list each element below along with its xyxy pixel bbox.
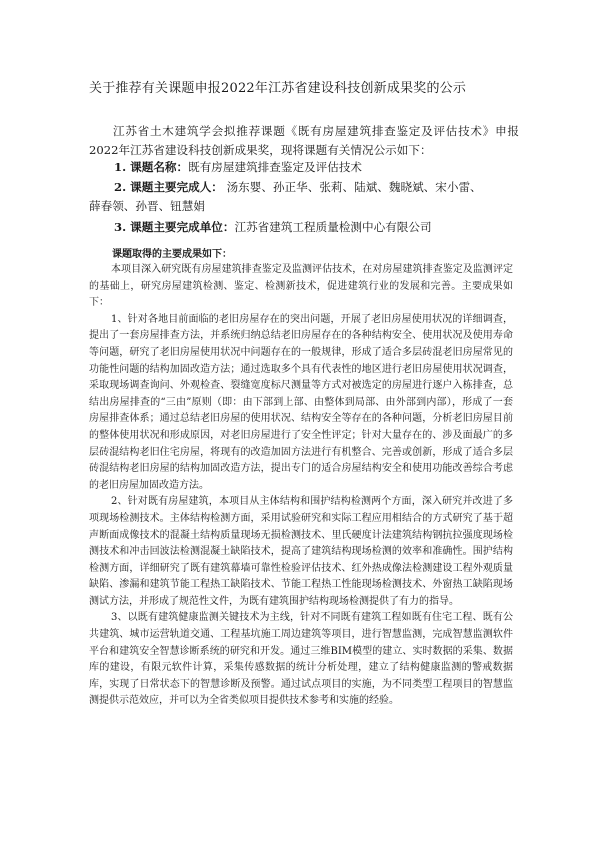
project-unit-value: 江苏省建筑工程质量检测中心有限公司 [234,220,432,234]
project-unit-item [89,218,519,237]
body-paragraph: 2、针对既有房屋建筑，本项目从主体结构和围护结构检测两个方面，深入研究并改进了多项现场检测技术。主体结构检测方面，采用试验研究和实际工程应用相结合的方式研究了基于超声断面成像技术的混凝土结构质量现场无损检测技术、里氏硬度计法建筑结构钢抗拉强度现场检测技术和冲击回波法检测混凝土缺陷技术，提高了建筑结构现场检测的效率和准确性。围护结构检测方面，详细研究了既有建筑幕墙可靠性检验评估技术、红外热成像法检测建设工程外观质量缺陷、渗漏和建筑节能工程热工缺陷技术、节能工程热工性能现场检测技术、外窗热工缺陷现场测试方法，并形成了规范性文件，为既有建筑围护结构现场检测提供了有力的指导。 [89,496,513,607]
body-paragraph: 3、以既有建筑健康监测关键技术为主线，针对不同既有建筑工程如既有住宅工程、既有公共建筑、城市运营轨道交通、工程基坑施工周边建筑等项目，进行智慧监测，完成智慧监测软件平台和建筑安全智慧诊断系统的研究和开发。通过三维BIM模型的建立、实时数据的采集、数据库的建设，有限元软件计算，采集传感数据的统计分析处理，建立了结构健康监测的警戒数据库，实现了日常状态下的智慧诊断及预警。通过试点项目的实施，为不同类型工程项目的智慧监测提供示范效应，并可以为全省类似项目提供技术参考和实施的经验。 [89,612,513,707]
project-unit-label: 3. 课题主要完成单位： [114,220,235,234]
intro-paragraph: 江苏省土木建筑学会拟推荐课题《既有房屋建筑排查鉴定及评估技术》申报2022年江苏省建设科技创新成果奖，现将课题有关情况公示如下： [89,124,519,157]
project-name-value: 既有房屋建筑排查鉴定及评估技术 [188,160,363,174]
project-name-label: 1. 课题名称： [114,160,189,174]
body-paragraph: 1、针对各地目前面临的老旧房屋存在的突出问题，开展了老旧房屋使用状况的详细调查，提出了一套房屋排查方法，并系统归纳总结老旧房屋存在的各种结构安全、使用状况及使用寿命等问题，研究了老旧房屋使用状况中问题存在的一般规律，形成了适合多层砖混老旧房屋常见的功能性问题的结构加固改造方法；通过选取多个具有代表性的地区进行老旧房屋使用状况调查，采取现场调查询问、外观检查、裂缝宽度标尺测量等方式对被选定的房屋进行逐户入栋排查，总结出房屋排查的“三由”原则（即：由下部到上部、由整体到局部、由外部到内部），形成了一套房屋排查体系；通过总结老旧房屋的使用状况、结构安全等存在的各种问题，分析老旧房屋目前的整体使用状况和形成原因，对老旧房屋进行了安全性评定；针对大量存在的、涉及面最广的多层砖混结构老旧住宅房屋，将现有的改造加固方法进行有机整合、完善或创新，形成了适合多层砖混结构老旧房屋的结构加固改造方法，提出专门的适合房屋结构安全和使用功能改善综合考虑的老旧房屋加固改造方法。 [89,313,513,491]
project-name-item [89,158,519,177]
achievements-body [89,262,513,710]
document-title: 关于推荐有关课题申报2022年江苏省建设科技创新成果奖的公示 [89,81,467,96]
project-members-label: 2. 课题主要完成人： [114,180,223,194]
project-members-value-cont: 薛春领、孙晋、钮慧娟 [89,199,205,213]
project-members-item [89,178,519,216]
achievements-heading: 课题取得的主要成果如下： [112,249,232,260]
body-paragraph: 本项目深入研究既有房屋建筑排查鉴定及监测评估技术，在对房屋建筑排查鉴定及监测评定的基础上，研究房屋建筑检测、鉴定、检测新技术，促进建筑行业的发展和完善。主要成果如下： [89,264,513,309]
project-members-value: 汤东婴、孙正华、张莉、陆斌、魏晓斌、宋小雷、 [226,180,482,194]
